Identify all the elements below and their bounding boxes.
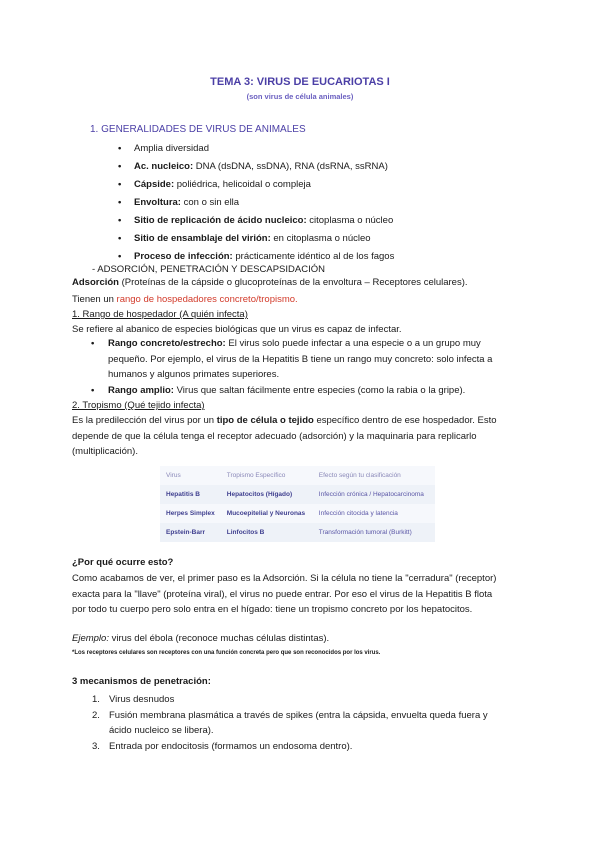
table-cell: Linfocitos B [221, 523, 313, 542]
list-item: • Envoltura: con o sin ella [118, 197, 240, 208]
footnote: *Los receptores celulares son receptores con una función concreta pero que son reconocidos por los virus. [72, 650, 381, 656]
adsorcion-paragraph: Adsorción (Proteínas de la cápside o glucoproteínas de la envoltura – Receptores celulares). [72, 277, 468, 288]
table-row [160, 523, 435, 542]
table-cell: Efecto según tu clasificación [313, 466, 435, 485]
list-item: • Rango concreto/estrecho: El virus solo puede infectar a una especie o a un grupo muy [91, 338, 481, 349]
table-cell: Infección crónica / Hepatocarcinoma [313, 485, 435, 504]
table-cell: Herpes Simplex [160, 504, 221, 523]
list-item: • Sitio de ensamblaje del virión: en citoplasma o núcleo [118, 233, 371, 244]
section-heading-adsorcion: - ADSORCIÓN, PENETRACIÓN Y DESCAPSIDACIÓN [92, 264, 325, 275]
tropismo-paragraph: (multiplicación). [72, 446, 138, 457]
mecanismos-heading: 3 mecanismos de penetración: [72, 676, 211, 687]
example-line: Ejemplo: virus del ébola (reconoce muchas células distintas). [72, 633, 330, 644]
table-row [160, 504, 435, 523]
table-cell: Virus [160, 466, 221, 485]
list-item-continuation: pequeño. Por ejemplo, el virus de la Hepatitis B tiene un rango muy concreto: solo infecta a [108, 354, 493, 365]
list-item: • Rango amplio: Virus que saltan fácilmente entre especies (como la rabia o la gripe). [91, 385, 466, 396]
explanation-paragraph: Como acabamos de ver, el primer paso es la Adsorción. Si la célula no tiene la "cerradura" (receptor) [72, 573, 497, 584]
table-cell: Epstein-Barr [160, 523, 221, 542]
table-cell: Tropismo Específico [221, 466, 313, 485]
table-row [160, 466, 435, 485]
table-cell: Transformación tumoral (Burkitt) [313, 523, 435, 542]
tropismo-heading: 2. Tropismo (Qué tejido infecta) [72, 400, 205, 411]
list-item: • Amplia diversidad [118, 143, 209, 154]
rango-definition: Se refiere al abanico de especies biológicas que un virus es capaz de infectar. [72, 324, 402, 335]
question-heading: ¿Por qué ocurre esto? [72, 557, 174, 568]
list-item: • Proceso de infección: prácticamente idéntico al de los fagos [118, 251, 395, 262]
table-cell: Hepatitis B [160, 485, 221, 504]
tropismo-paragraph: Es la predilección del virus por un tipo de célula o tejido específico dentro de ese hospedador. Esto [72, 415, 497, 426]
table-row [160, 485, 435, 504]
rango-heading: 1. Rango de hospedador (A quién infecta) [72, 309, 248, 320]
explanation-paragraph: por todo tu cuerpo pero solo entra en el hígado: tiene un tropismo concreto por los hepatocitos. [72, 604, 473, 615]
list-item: • Ac. nucleico: DNA (dsDNA, ssDNA), RNA (dsRNA, ssRNA) [118, 161, 388, 172]
list-item: • Cápside: poliédrica, helicoidal o compleja [118, 179, 311, 190]
page-title: TEMA 3: VIRUS DE EUCARIOTAS I [210, 76, 390, 88]
tropismo-paragraph: depende de que la célula tenga el receptor adecuado (adsorción) y la maquinaria para replicarlo [72, 431, 477, 442]
list-item-continuation: ácido nucleico se libera). [109, 725, 214, 736]
tropism-table [160, 466, 435, 542]
tropismo-intro: Tienen un rango de hospedadores concreto/tropismo. [72, 294, 298, 305]
list-item: • Sitio de replicación de ácido nucleico: citoplasma o núcleo [118, 215, 394, 226]
list-item-continuation: humanos y algunos primates superiores. [108, 369, 280, 380]
page-subtitle: (son virus de célula animales) [246, 92, 354, 101]
explanation-paragraph: exacta para la "llave" (proteína viral), el virus no puede entrar. Por eso el virus de la Hepatitis B flota [72, 589, 493, 600]
table-cell: Hepatocitos (Hígado) [221, 485, 313, 504]
table-cell: Mucoepitelial y Neuronas [221, 504, 313, 523]
list-item: 2. Fusión membrana plasmática a través de spikes (entra la cápsida, envuelta queda fuera y [92, 710, 488, 721]
list-item: 3. Entrada por endocitosis (formamos un endosoma dentro). [92, 741, 353, 752]
list-item: 1. Virus desnudos [92, 694, 175, 705]
section-heading-generalidades: 1. GENERALIDADES DE VIRUS DE ANIMALES [90, 124, 306, 135]
table-cell: Infección citocida y latencia [313, 504, 435, 523]
